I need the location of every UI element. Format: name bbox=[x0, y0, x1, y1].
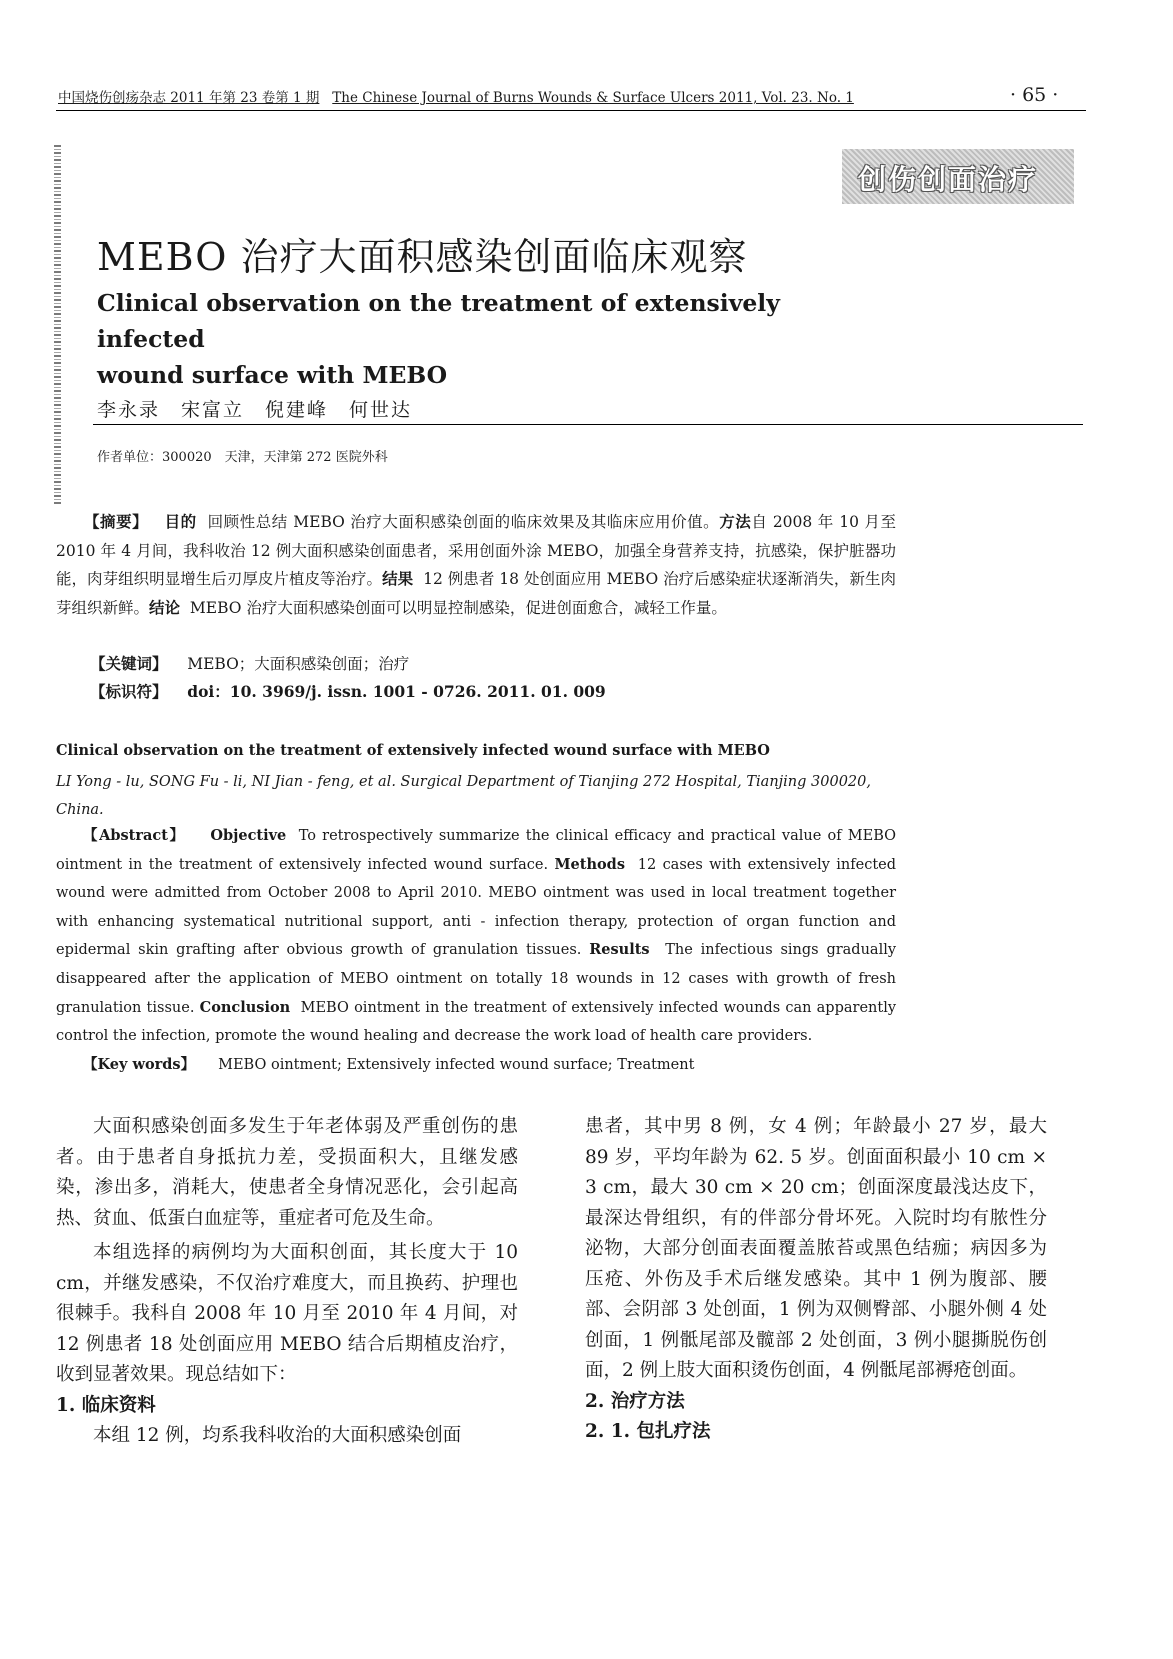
running-head-cn: 中国烧伤创疡杂志 2011 年第 23 卷第 1 期 bbox=[58, 90, 320, 106]
abstract-cn-objective: 回顾性总结 MEBO 治疗大面积感染创面的临床效果及其临床应用价值。 bbox=[207, 513, 720, 531]
abstract-en-objective-label: Objective bbox=[210, 827, 287, 844]
body-paragraph: 本组 12 例，均系我科收治的大面积感染创面 bbox=[93, 1425, 462, 1446]
keywords-en-line bbox=[83, 1053, 694, 1074]
keywords-cn-line bbox=[90, 652, 409, 674]
abstract-cn-objective-label: 目的 bbox=[164, 512, 197, 531]
abstract-en-results-label: Results bbox=[589, 941, 650, 959]
abstract-cn-conclusion: MEBO 治疗大面积感染创面可以明显控制感染，促进创面愈合，减轻工作量。 bbox=[189, 598, 727, 617]
section-label: 创伤创面治疗 bbox=[858, 163, 1039, 196]
title-cn: MEBO 治疗大面积感染创面临床观察 bbox=[97, 235, 748, 279]
abstract-en-methods-label: Methods bbox=[554, 855, 625, 873]
abstract-en-results: The infectious sings gradually disappeared after the application of MEBO ointment on totally 18 wounds in 12 cases with growth of fresh granulation tissue. bbox=[56, 942, 897, 1016]
abstract-en bbox=[56, 822, 896, 1051]
doi: doi：10. 3969/j. issn. 1001 - 0726. 2011. 01. 009 bbox=[187, 682, 606, 701]
abstract-en-conclusion: MEBO ointment in the treatment of extensively infected wounds can apparently control the infection, promote the wound healing and decrease the work load of health care providers. bbox=[56, 999, 897, 1045]
title-en-line-2: wound surface with MEBO bbox=[97, 361, 448, 389]
decorative-side-bar bbox=[54, 145, 61, 505]
abstract-cn-label: 【摘要】 bbox=[84, 512, 149, 531]
abstract-cn bbox=[56, 508, 896, 622]
abstract-cn-methods: 自 2008 年 10 月至 2010 年 4 月间，我科收治 12 例大面积感染创面患者，采用创面外涂 MEBO，加强全身营养支持，抗感染，保护脏器功能，肉芽组织明显增生后刃厚皮片植皮等治疗。 bbox=[56, 513, 896, 588]
abstract-cn-conclusion-label: 结论 bbox=[149, 597, 181, 617]
abstract-en-label: 【Abstract】 bbox=[83, 827, 186, 844]
authors-cn: 李永录 宋富立 倪建峰 何世达 bbox=[97, 399, 413, 421]
keywords-en-label: 【Key words】 bbox=[83, 1056, 196, 1073]
header-rule bbox=[56, 110, 1086, 111]
section-heading: 1. 临床资料 bbox=[56, 1394, 156, 1416]
doi-label: 【标识符】 bbox=[90, 682, 168, 701]
abstract-en-authors: LI Yong - lu, SONG Fu - li, NI Jian - feng, et al. Surgical Department of Tianjing 272 Hospital, Tianjing 300020, China. bbox=[56, 774, 871, 818]
abstract-cn-results-label: 结果 bbox=[382, 569, 414, 588]
keywords-en: MEBO ointment; Extensively infected wound surface; Treatment bbox=[218, 1057, 695, 1073]
keywords-cn-label: 【关键词】 bbox=[90, 654, 168, 673]
body-paragraph: 患者，其中男 8 例，女 4 例；年龄最小 27 岁，最大 89 岁，平均年龄为 62. 5 岁。创面面积最小 10 cm × 3 cm，最大 30 cm × 20 cm；创面深度最浅达皮下，最深达骨组织，有的伴部分骨坏死。入院时均有脓性分泌物，大部分创面表面覆盖脓苔或黑色结痂；病因多为压疮、外伤及手术后继发感染。其中 1 例为腹部、腰部、会阴部 3 处创面，1 例为双侧臀部、小腿外侧 4 处创面，1 例骶尾部及髋部 2 处创面，3 例小腿撕脱伤创面，2 例上肢大面积烫伤创面，4 例骶尾部褥疮创面。 bbox=[585, 1116, 1047, 1381]
subsection-heading: 2. 1. 包扎疗法 bbox=[585, 1421, 711, 1442]
page-number: · 65 · bbox=[1010, 84, 1059, 106]
abstract-cn-results: 12 例患者 18 处创面应用 MEBO 治疗后感染症状逐渐消失，新生肉芽组织新鲜。 bbox=[56, 570, 896, 617]
authors-rule bbox=[93, 424, 1083, 425]
section-heading: 2. 治疗方法 bbox=[585, 1390, 685, 1412]
abstract-en-objective: To retrospectively summarize the clinical efficacy and practical value of MEBO ointment in the treatment of extensively infected wound surface. bbox=[56, 828, 897, 873]
body-left-column bbox=[56, 1112, 518, 1452]
abstract-en-methods: 12 cases with extensively infected wound were admitted from October 2008 to April 2010. MEBO ointment was used in local treatment together with enhancing systematical nutritional support, anti - infection therapy, protection of organ function and epidermal skin grafting after obvious growth of granulation tissues. bbox=[56, 856, 897, 959]
body-paragraph: 本组选择的病例均为大面积创面，其长度大于 10 cm，并继发感染，不仅治疗难度大，而且换药、护理也很棘手。我科自 2008 年 10 月至 2010 年 4 月间，对 12 例患者 18 处创面应用 MEBO 结合后期植皮治疗，收到显著效果。现总结如下： bbox=[56, 1242, 518, 1385]
title-en-line-1: Clinical observation on the treatment of extensively infected bbox=[97, 289, 780, 353]
title-en bbox=[97, 285, 857, 393]
body-right-column bbox=[585, 1112, 1047, 1448]
body-paragraph: 大面积感染创面多发生于年老体弱及严重创伤的患者。由于患者自身抵抗力差，受损面积大，且继发感染，渗出多，消耗大，使患者全身情况恶化，会引起高热、贫血、低蛋白血症等，重症者可危及生命。 bbox=[56, 1116, 518, 1229]
doi-line bbox=[90, 680, 606, 702]
abstract-en-title: Clinical observation on the treatment of extensively infected wound surface with MEBO bbox=[56, 742, 770, 759]
keywords-cn: MEBO；大面积感染创面；治疗 bbox=[187, 655, 410, 673]
running-head bbox=[58, 86, 958, 106]
abstract-en-conclusion-label: Conclusion bbox=[199, 998, 291, 1016]
running-head-en: The Chinese Journal of Burns Wounds & Surface Ulcers 2011, Vol. 23. No. 1 bbox=[332, 90, 854, 106]
affiliation-cn: 作者单位：300020 天津，天津第 272 医院外科 bbox=[97, 450, 388, 465]
abstract-cn-methods-label: 方法 bbox=[719, 512, 752, 531]
